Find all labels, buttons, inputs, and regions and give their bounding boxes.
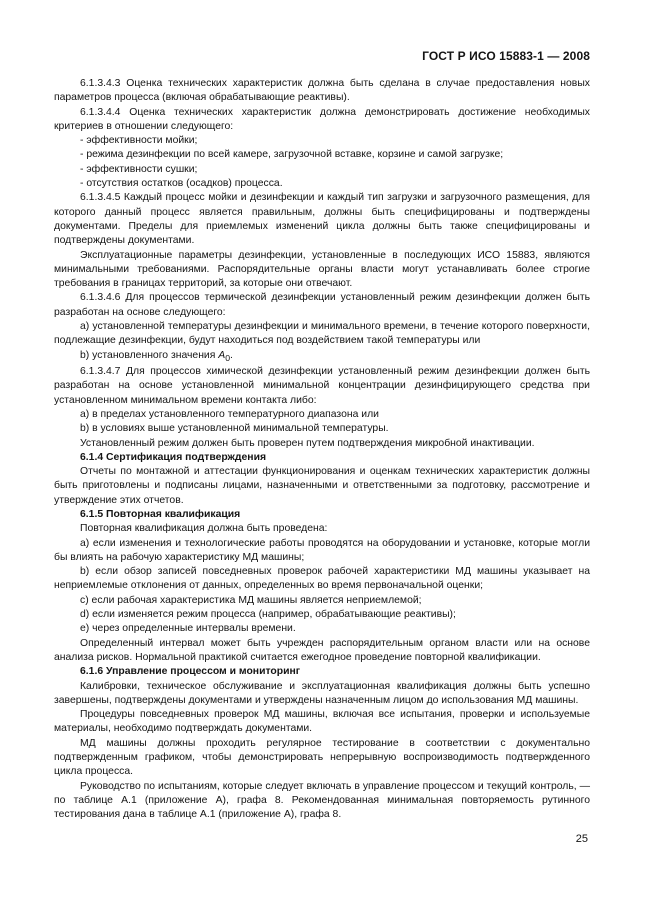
paragraph: 6.1.3.4.4 Оценка технических характеристик должна демонстрировать достижение необходимых критериев в отношении следующего: — [54, 106, 590, 132]
paragraph: Установленный режим должен быть проверен путем подтверждения микробной инактивации. — [80, 437, 535, 449]
paragraph: Отчеты по монтажной и аттестации функционирования и оценкам технических характеристик должны быть приготовлены и подписаны лицами, назначенными и ответственными за подготовку, рассмотрение и утверждение этих отчетов. — [54, 466, 590, 506]
list-item: - эффективности мойки; — [80, 135, 198, 147]
paragraph: 6.1.3.4.3 Оценка технических характеристик должна быть сделана в случае предоставления новых параметров процесса (включая обрабатывающие реактивы). — [54, 78, 590, 104]
paragraph: Эксплуатационные параметры дезинфекции, установленные в последующих ИСО 15883, являются минимальными требованиями. Распорядительные органы власти могут устанавливать более строгие требования в границах территорий, за которые они отвечают. — [54, 249, 590, 290]
list-item-a0 — [54, 349, 590, 365]
list-item: d) если изменяется режим процесса (например, обрабатывающие реактивы); — [80, 609, 456, 621]
list-item: а) в пределах установленного температурного диапазона или — [80, 408, 379, 420]
paragraph: Руководство по испытаниям, которые следует включать в управление процессом и текущий контроль, — по таблице А.1 (приложение А), графа 8. Рекомендованная минимальная повторяемость рутинного тестирования дана в таблице А.1 (приложение А), графа 8. — [54, 780, 590, 821]
document-body — [54, 77, 590, 823]
paragraph: 6.1.3.4.5 Каждый процесс мойки и дезинфекции и каждый тип загрузки и загрузочного размещения, для которого данный процесс является правильным, должны быть специфицированы и подтверждены документами. Пределы для приемлемых изменений цикла должны быть также специфицированы и подтверждены документами. — [54, 192, 590, 247]
list-item: а) если изменения и технологические работы проводятся на оборудовании и установке, которые могли бы влиять на рабочую характеристику МД машины; — [54, 537, 590, 563]
paragraph: МД машины должны проходить регулярное тестирование в соответствии с документально подтвержденным графиком, чтобы демонстрировать непрерывную воспроизводимость подтвержденного цикла процесса. — [54, 737, 590, 778]
list-item-text: b) установленного значения — [80, 349, 219, 361]
paragraph: Определенный интервал может быть учрежден распорядительным органом власти или на основе анализа рисков. Нормальной практикой считается ежегодное проведение повторной квалификации. — [54, 637, 590, 663]
list-item: а) установленной температуры дезинфекции и минимального времени, в течение которого поверхности, подлежащие дезинфекции, будут находиться под воздействием такой температуры или — [54, 321, 590, 347]
list-item: - эффективности сушки; — [80, 163, 198, 175]
list-item: - режима дезинфекции по всей камере, загрузочной вставке, корзине и самой загрузке; — [80, 149, 504, 161]
a0-subscript: 0 — [225, 352, 231, 363]
paragraph: 6.1.3.4.6 Для процессов термической дезинфекции установленный режим дезинфекции должен быть разработан на основе следующего: — [54, 292, 590, 318]
section-heading: 6.1.4 Сертификация подтверждения — [80, 451, 267, 463]
page-number: 25 — [575, 833, 588, 845]
paragraph: Процедуры повседневных проверок МД машины, включая все испытания, проверки и используемые материалы, необходимо подтверждать документами. — [54, 709, 590, 735]
list-item: е) через определенные интервалы времени. — [80, 623, 296, 635]
section-heading: 6.1.5 Повторная квалификация — [80, 508, 241, 520]
paragraph: Повторная квалификация должна быть проведена: — [80, 523, 328, 535]
list-item: b) если обзор записей повседневных проверок рабочей характеристики МД машины указывает на неприемлемые отклонения от данных, определенных во время первоначальной оценки; — [54, 566, 590, 592]
list-item: b) в условиях выше установленной минимальной температуры. — [80, 423, 389, 435]
document-header: ГОСТ Р ИСО 15883-1 — 2008 — [422, 49, 590, 63]
list-item: с) если рабочая характеристика МД машины является неприемлемой; — [80, 594, 422, 606]
section-heading: 6.1.6 Управление процессом и мониторинг — [80, 666, 301, 678]
a0-trail: . — [230, 349, 233, 361]
paragraph: Калибровки, техническое обслуживание и эксплуатационная квалификация должны быть успешно завершены, подтверждены документами и утверждены назначенным лицом до использования МД машины. — [54, 680, 590, 706]
a0-symbol: A — [218, 349, 226, 361]
list-item: - отсутствия остатков (осадков) процесса. — [80, 178, 283, 190]
paragraph: 6.1.3.4.7 Для процессов химической дезинфекции установленный режим дезинфекции должен быть разработан на основе установленной минимальной концентрации дезинфицирующего средства при установленном минимальном времени контакта либо: — [54, 366, 590, 406]
